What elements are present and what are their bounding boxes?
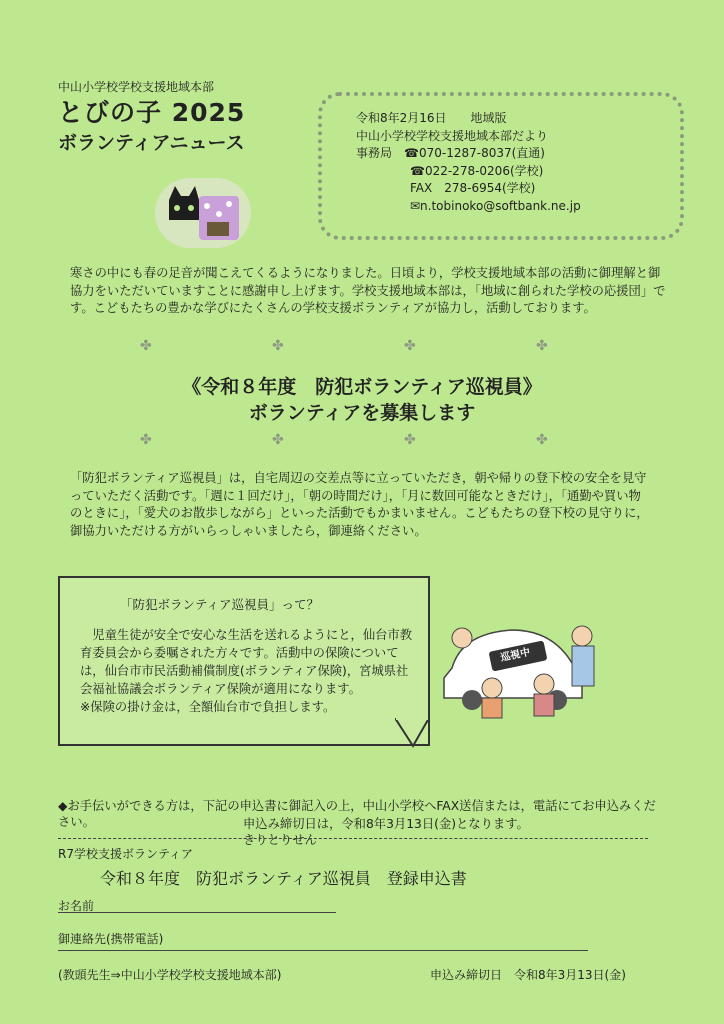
phone-school: ☎022-278-0206(学校) (410, 163, 544, 178)
patrol-illustration (432, 608, 612, 728)
name-field-line[interactable] (58, 912, 336, 913)
issuer-line: 中山小学校学校支援地域本部だより (356, 128, 549, 143)
patrol-sign-label: 巡視中 (499, 646, 532, 664)
application-instructions: ◆お手伝いができる方は，下記の申込書に御記入の上，中山小学校へFAX送信または，電話にてお申込みください。 (58, 799, 656, 829)
office-row (356, 145, 581, 163)
ornament-flower: ✤ (140, 432, 152, 448)
newsletter-subtitle: ボランティアニュース (58, 132, 245, 154)
ornament-flower: ✤ (404, 432, 416, 448)
ornament-flower: ✤ (272, 432, 284, 448)
ornament-flower: ✤ (272, 338, 284, 354)
recruitment-headline: 《令和８年度 防犯ボランティア巡視員》 (182, 376, 542, 398)
callout-body (80, 626, 420, 716)
callout-tail (395, 718, 435, 750)
issue-date: 令和8年2月16日 地域版 (356, 111, 507, 125)
intro-paragraph: 寒さの中にも春の足音が聞こえてくるようになりました。日頃より，学校支援地域本部の活動に御理解と御協力をいただいていますことに感謝申し上げます。学校支援地域本部は，「地域に創られた学校の応援団」です。こどもたちの豊かな学びにたくさんの学校支援ボランティアが協力し，活動しております。 (70, 266, 666, 315)
ornament-flower: ✤ (140, 338, 152, 354)
contact-info (356, 110, 581, 215)
recruitment-subheadline: ボランティアを募集します (248, 402, 476, 424)
activity-description: 「防犯ボランティア巡視員」は，自宅周辺の交差点等に立っていただき，朝や帰りの登下校の安全を見守っていただく活動です。「週に１回だけ」，「朝の時間だけ」，「月に数回可能なときだけ」，「通勤や買い物のときに」，「愛犬のお散歩しながら」といった活動でもかまいません。こどもたちの登下校の見守りに，御協力いただける方がいらっしゃいましたら，御連絡ください。 (70, 471, 649, 538)
mascot-photo (155, 178, 251, 248)
contact-field-line[interactable] (58, 950, 588, 951)
newsletter-title: とびの子 2025 (58, 98, 246, 127)
name-label: お名前 (58, 899, 95, 913)
callout-title: 「防犯ボランティア巡視員」って？ (120, 597, 320, 612)
deadline-line: 申込み締切日は，令和8年3月13日(金)となります。 (243, 817, 529, 831)
phone-direct: ☎070-1287-8037(直通) (404, 146, 545, 160)
cut-line (58, 838, 648, 839)
deadline-notice (243, 816, 529, 848)
callout-note: ※保険の掛け金は，全額仙台市で負担します。 (80, 700, 336, 714)
form-deadline: 申込み締切日 令和8年3月13日(金) (430, 968, 626, 982)
office-label: 事務局 (356, 146, 393, 160)
ornament-flower: ✤ (404, 338, 416, 354)
fax-number: FAX 278-6954(学校) (410, 181, 536, 195)
callout-text: 児童生徒が安全で安心な生活を送れるようにと，仙台市教育委員会から委嘱された方々です。活動中の保険については，仙台市市民活動補償制度(ボランティア保険)，宮城県社会福祉協議会ボランティア保険が適用になります。 (80, 628, 413, 696)
contact-label: 御連絡先(携帯電話) (58, 932, 164, 946)
cut-line-label: きりとりせん (243, 833, 317, 847)
organization-name: 中山小学校学校支援地域本部 (58, 80, 215, 94)
form-title: 令和８年度 防犯ボランティア巡視員 登録申込書 (100, 869, 467, 888)
ornament-flower: ✤ (536, 338, 548, 354)
program-label: R7学校支援ボランティア (58, 847, 194, 861)
ornament-flower: ✤ (536, 432, 548, 448)
email-address: ✉n.tobinoko@softbank.ne.jp (410, 198, 581, 213)
routing-note: (教頭先生⇒中山小学校学校支援地域本部) (58, 968, 282, 982)
